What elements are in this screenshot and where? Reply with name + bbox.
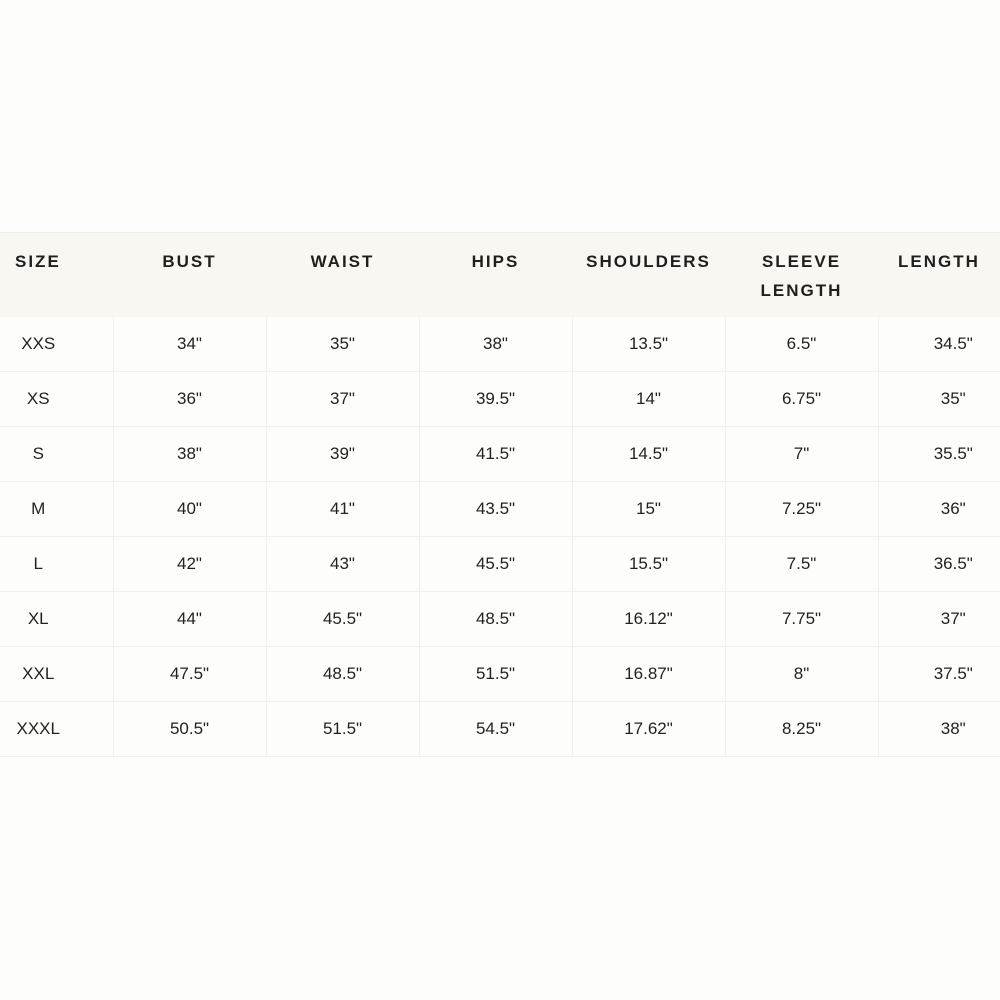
cell-sleeve-length: 6.75" bbox=[725, 372, 878, 427]
cell-length: 36.5" bbox=[878, 537, 1000, 592]
cell-waist: 35" bbox=[266, 317, 419, 372]
cell-bust: 47.5" bbox=[113, 647, 266, 702]
cell-hips: 38" bbox=[419, 317, 572, 372]
cell-shoulders: 14" bbox=[572, 372, 725, 427]
cell-hips: 41.5" bbox=[419, 427, 572, 482]
cell-shoulders: 16.12" bbox=[572, 592, 725, 647]
cell-shoulders: 15.5" bbox=[572, 537, 725, 592]
table-row bbox=[0, 537, 1000, 592]
cell-size: M bbox=[0, 482, 113, 537]
cell-bust: 34" bbox=[113, 317, 266, 372]
table-row bbox=[0, 702, 1000, 757]
cell-sleeve-length: 8" bbox=[725, 647, 878, 702]
cell-hips: 48.5" bbox=[419, 592, 572, 647]
cell-waist: 51.5" bbox=[266, 702, 419, 757]
cell-waist: 37" bbox=[266, 372, 419, 427]
cell-size: XXXL bbox=[0, 702, 113, 757]
cell-sleeve-length: 8.25" bbox=[725, 702, 878, 757]
header-waist: WAIST bbox=[266, 233, 419, 317]
cell-shoulders: 13.5" bbox=[572, 317, 725, 372]
table-row bbox=[0, 482, 1000, 537]
cell-bust: 50.5" bbox=[113, 702, 266, 757]
cell-shoulders: 14.5" bbox=[572, 427, 725, 482]
size-chart-body bbox=[0, 317, 1000, 757]
cell-sleeve-length: 6.5" bbox=[725, 317, 878, 372]
table-row bbox=[0, 372, 1000, 427]
cell-waist: 39" bbox=[266, 427, 419, 482]
header-shoulders: SHOULDERS bbox=[572, 233, 725, 317]
cell-waist: 45.5" bbox=[266, 592, 419, 647]
cell-bust: 44" bbox=[113, 592, 266, 647]
cell-waist: 48.5" bbox=[266, 647, 419, 702]
cell-bust: 36" bbox=[113, 372, 266, 427]
table-row bbox=[0, 427, 1000, 482]
header-length: LENGTH bbox=[878, 233, 1000, 317]
cell-hips: 43.5" bbox=[419, 482, 572, 537]
cell-size: XXS bbox=[0, 317, 113, 372]
cell-hips: 54.5" bbox=[419, 702, 572, 757]
cell-sleeve-length: 7.25" bbox=[725, 482, 878, 537]
size-chart-table bbox=[0, 232, 1000, 757]
cell-length: 34.5" bbox=[878, 317, 1000, 372]
cell-length: 38" bbox=[878, 702, 1000, 757]
header-hips: HIPS bbox=[419, 233, 572, 317]
cell-size: L bbox=[0, 537, 113, 592]
table-row bbox=[0, 317, 1000, 372]
cell-shoulders: 17.62" bbox=[572, 702, 725, 757]
cell-hips: 45.5" bbox=[419, 537, 572, 592]
cell-length: 36" bbox=[878, 482, 1000, 537]
cell-sleeve-length: 7" bbox=[725, 427, 878, 482]
cell-bust: 38" bbox=[113, 427, 266, 482]
table-row bbox=[0, 647, 1000, 702]
header-bust: BUST bbox=[113, 233, 266, 317]
cell-length: 37" bbox=[878, 592, 1000, 647]
cell-waist: 43" bbox=[266, 537, 419, 592]
header-size: SIZE bbox=[0, 233, 113, 317]
cell-size: S bbox=[0, 427, 113, 482]
cell-length: 35.5" bbox=[878, 427, 1000, 482]
header-sleeve-length: SLEEVE LENGTH bbox=[725, 233, 878, 317]
cell-shoulders: 16.87" bbox=[572, 647, 725, 702]
cell-hips: 51.5" bbox=[419, 647, 572, 702]
cell-length: 37.5" bbox=[878, 647, 1000, 702]
cell-bust: 40" bbox=[113, 482, 266, 537]
cell-sleeve-length: 7.75" bbox=[725, 592, 878, 647]
cell-waist: 41" bbox=[266, 482, 419, 537]
cell-hips: 39.5" bbox=[419, 372, 572, 427]
cell-shoulders: 15" bbox=[572, 482, 725, 537]
cell-size: XS bbox=[0, 372, 113, 427]
table-row bbox=[0, 592, 1000, 647]
cell-length: 35" bbox=[878, 372, 1000, 427]
cell-sleeve-length: 7.5" bbox=[725, 537, 878, 592]
cell-bust: 42" bbox=[113, 537, 266, 592]
header-row bbox=[0, 233, 1000, 317]
cell-size: XL bbox=[0, 592, 113, 647]
size-chart-header bbox=[0, 233, 1000, 317]
cell-size: XXL bbox=[0, 647, 113, 702]
